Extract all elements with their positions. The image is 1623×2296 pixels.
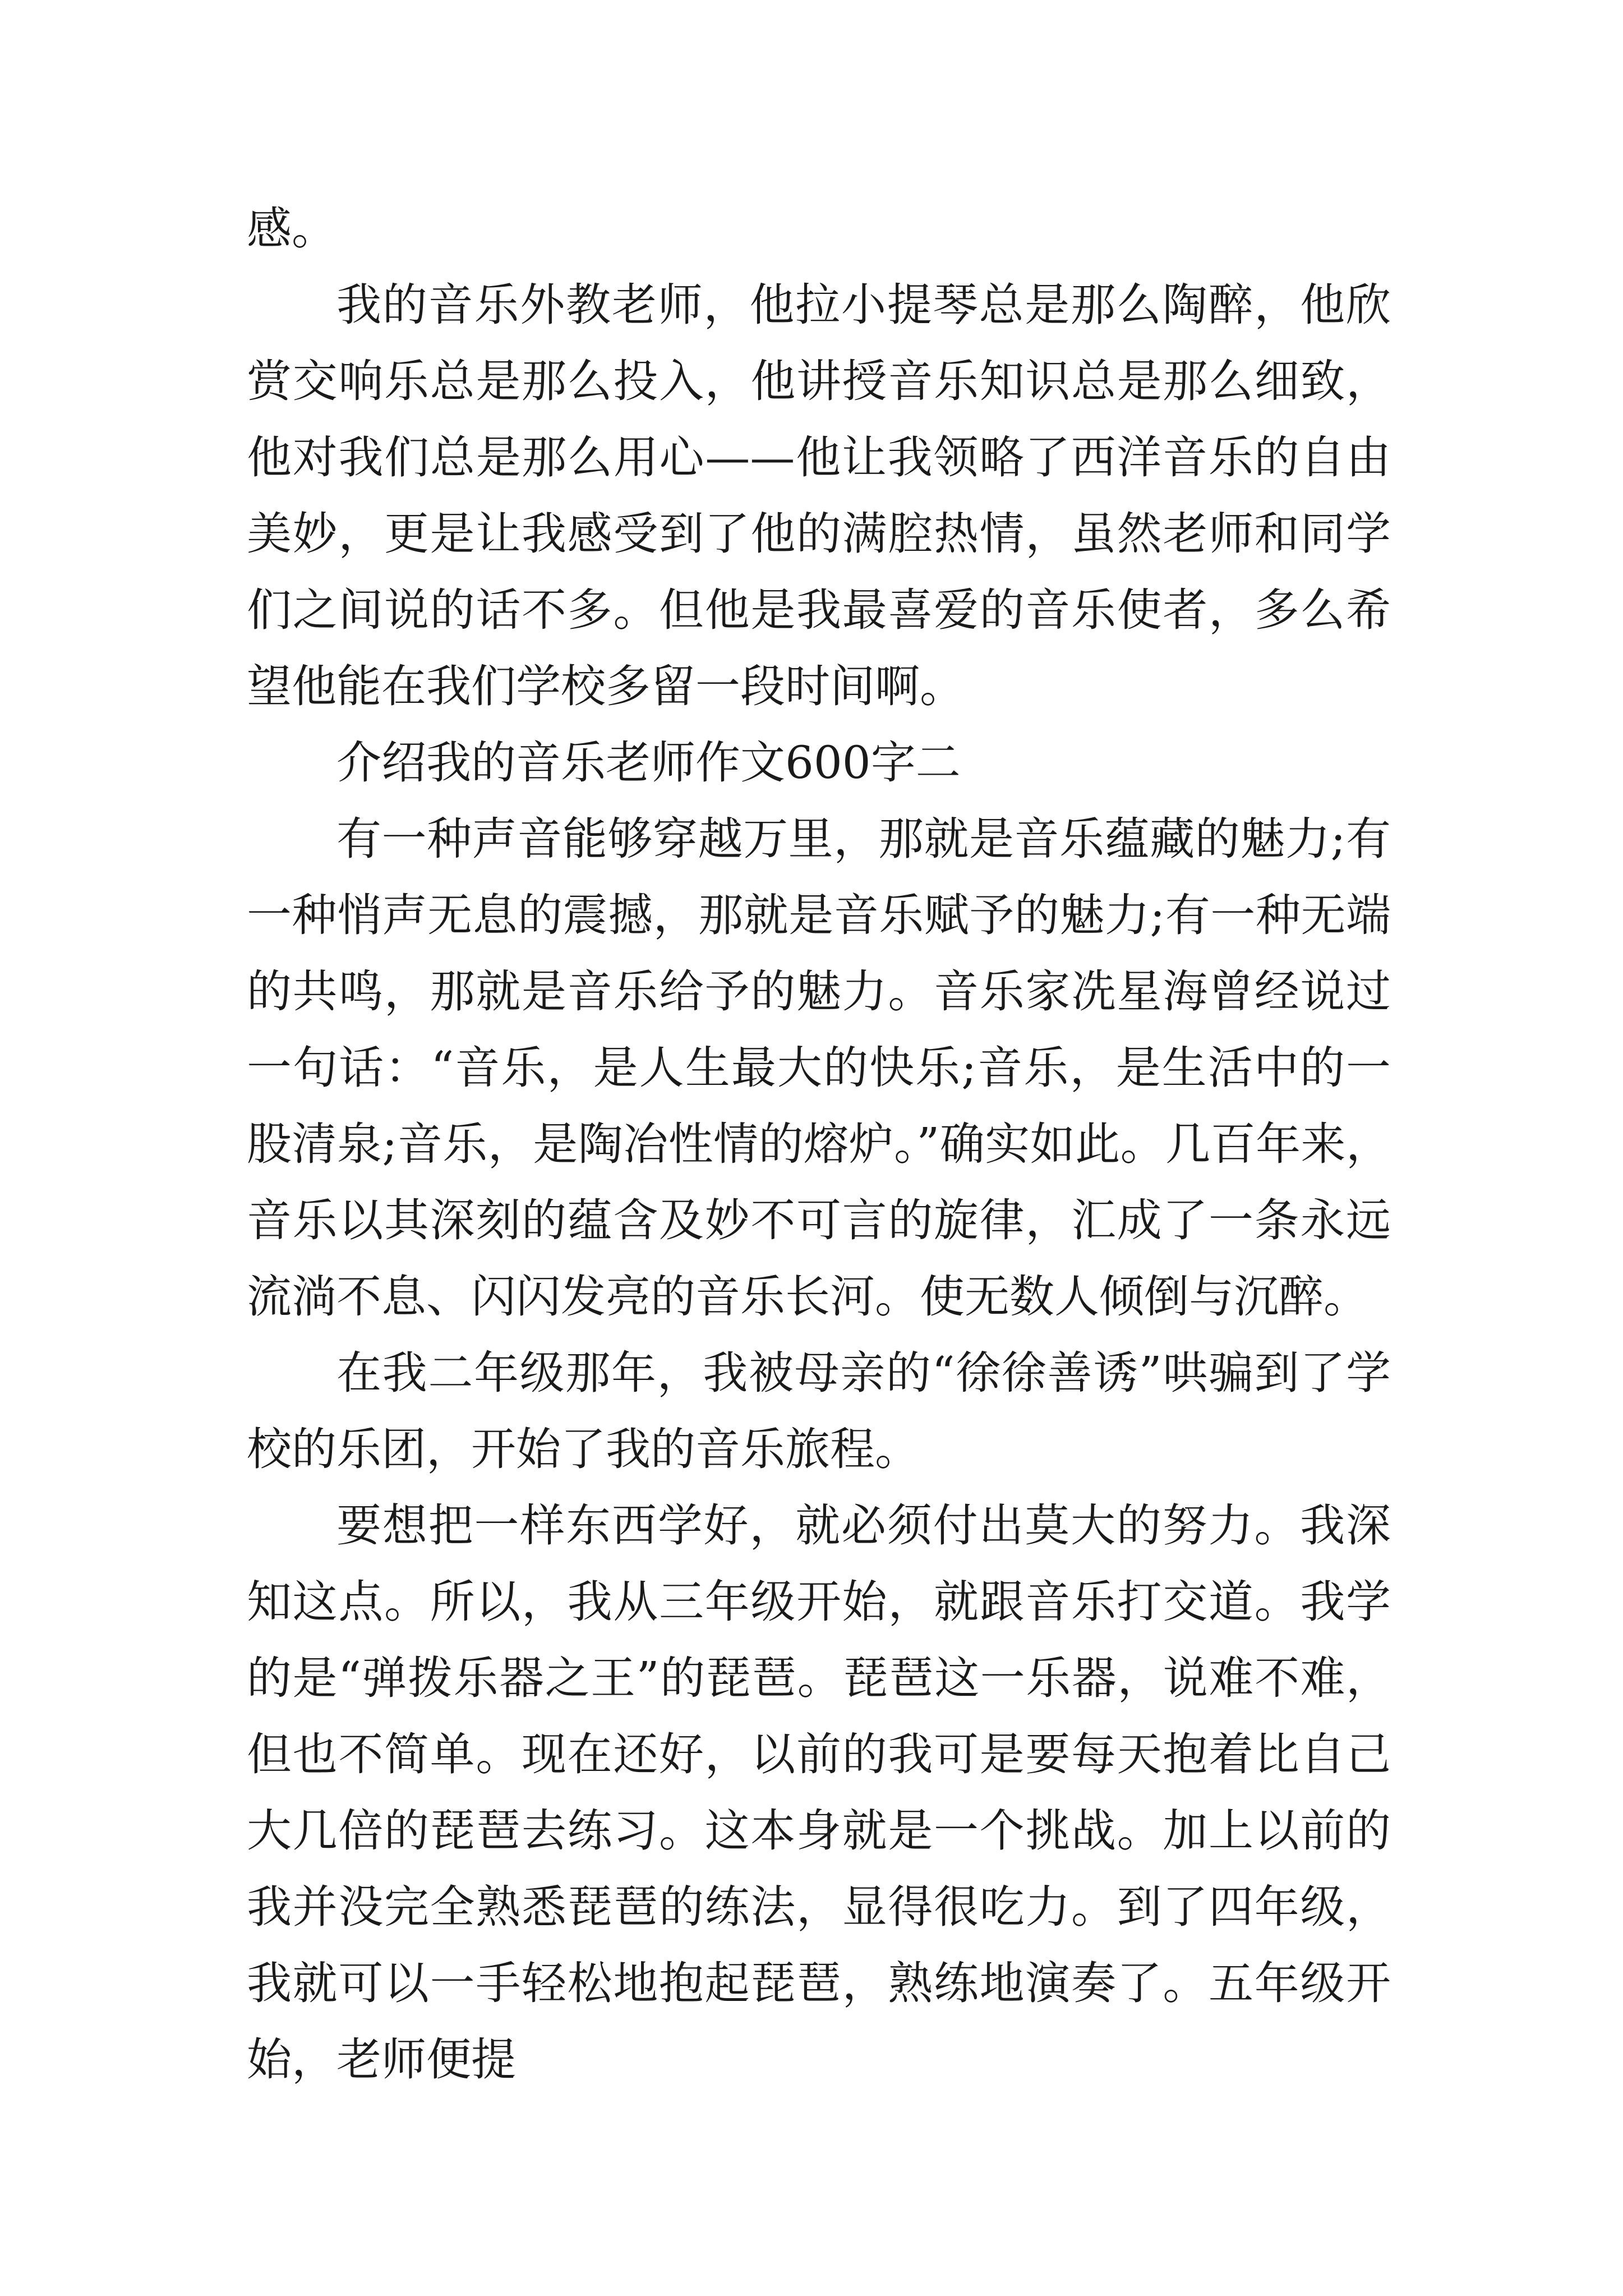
document-body [247,191,1391,2098]
section-heading: 介绍我的音乐老师作文600字二 [336,737,961,789]
paragraph-second-grade: 在我二年级那年，我被母亲的“徐徐善诱”哄骗到了学校的乐团，开始了我的音乐旅程。 [247,1347,1391,1475]
paragraph-learning-pipa: 要想把一样东西学好，就必须付出莫大的努力。我深知这点。所以，我从三年级开始，就跟音乐打交道。我学的是“弹拨乐器之王”的琵琶。琵琶这一乐器，说难不难，但也不简单。现在还好，以前的我可是要每天抱着比自己大几倍的琵琶去练习。这本身就是一个挑战。加上以前的我并没完全熟悉琵琶的练法，显得很吃力。到了四年级，我就可以一手轻松地抱起琵琶，熟练地演奏了。五年级开始，老师便提 [247,1499,1391,2086]
paragraph-continuation: 感。 [247,203,336,255]
paragraph-music-teacher: 我的音乐外教老师，他拉小提琴总是那么陶醉，他欣赏交响乐总是那么投入，他讲授音乐知识总是那么细致，他对我们总是那么用心——他让我领略了西洋音乐的自由美妙，更是让我感受到了他的满腔热情，虽然老师和同学们之间说的话不多。但他是我最喜爱的音乐使者，多么希望他能在我们学校多留一段时间啊。 [247,279,1391,712]
paragraph-music-charm: 有一种声音能够穿越万里，那就是音乐蕴藏的魅力;有一种悄声无息的震撼，那就是音乐赋予的魅力;有一种无端的共鸣，那就是音乐给予的魅力。音乐家冼星海曾经说过一句话：“音乐，是人生最大的快乐;音乐，是生活中的一股清泉;音乐，是陶冶性情的熔炉。”确实如此。几百年来，音乐以其深刻的蕴含及妙不可言的旋律，汇成了一条永远流淌不息、闪闪发亮的音乐长河。使无数人倾倒与沉醉。 [247,813,1391,1323]
